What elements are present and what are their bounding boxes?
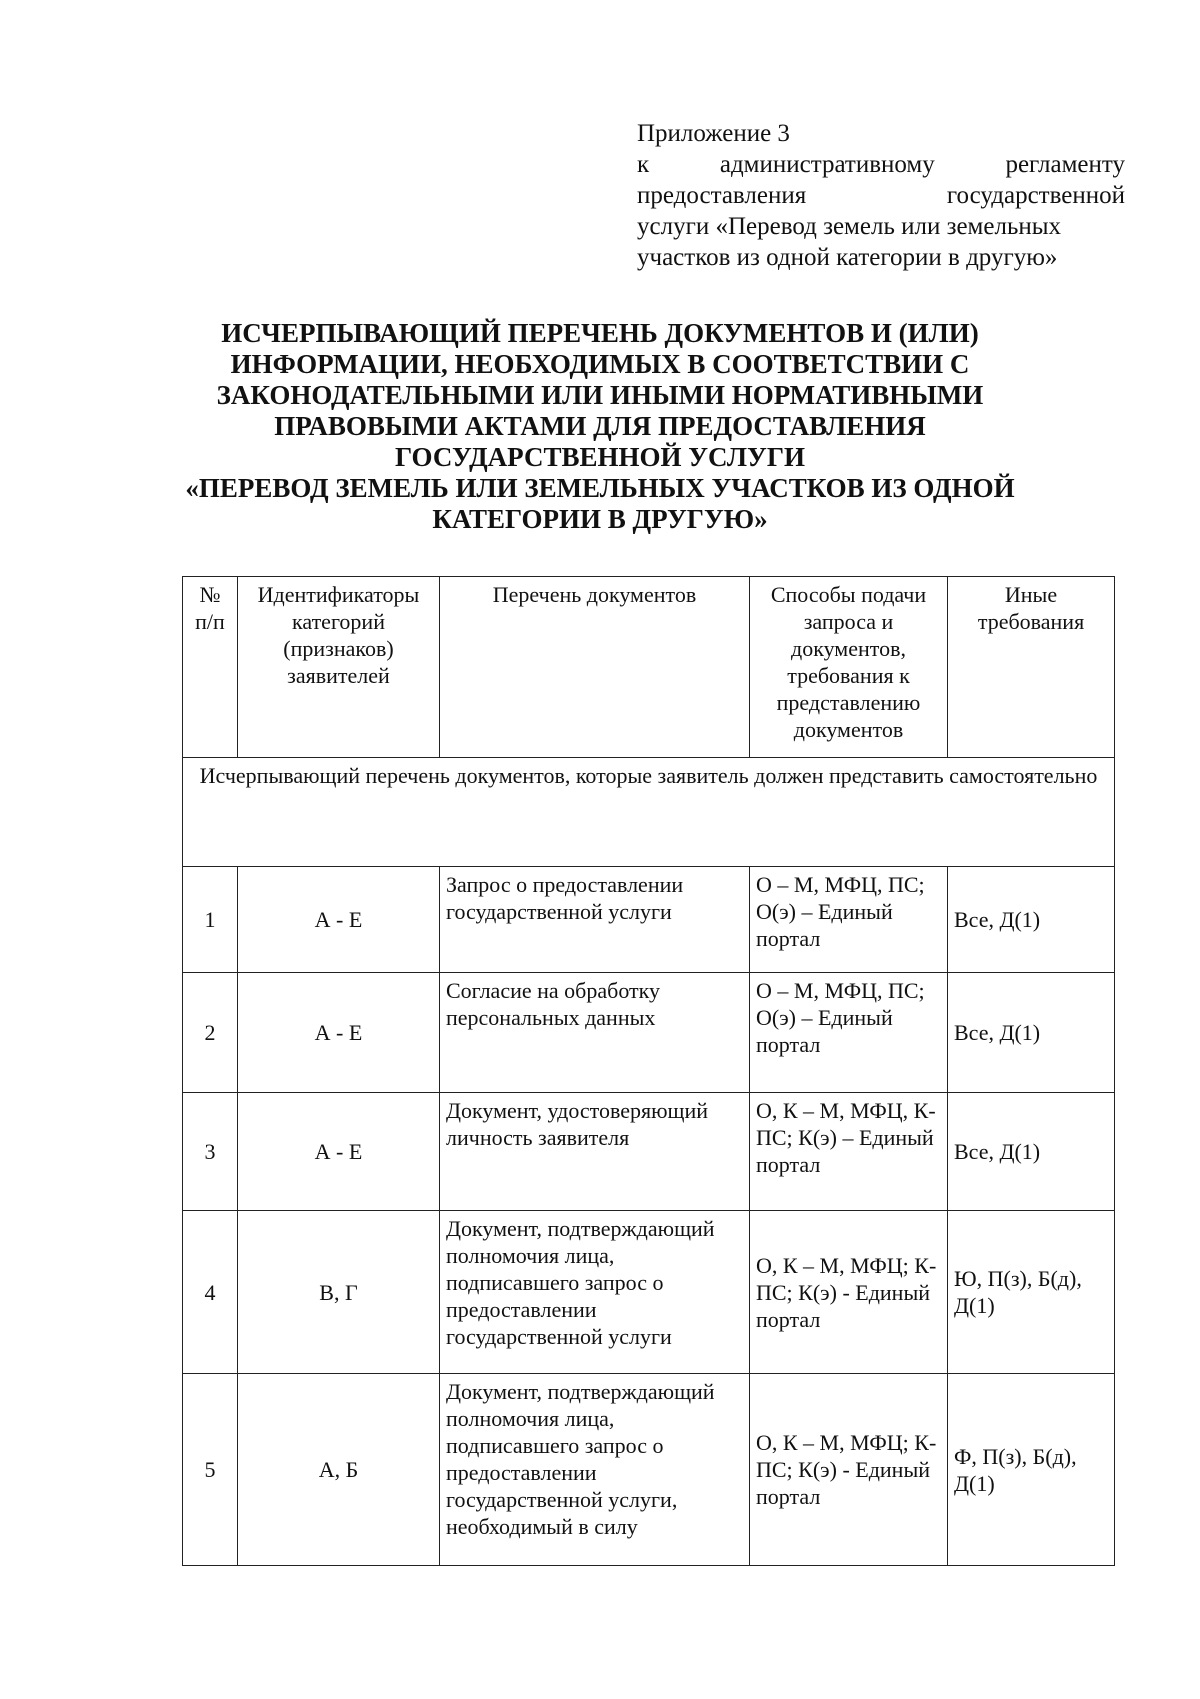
section-row [183,758,1115,867]
table-header-row [183,577,1115,758]
document-heading [160,318,1040,535]
row-category: А, Б [238,1374,440,1566]
header-num: № п/п [183,577,238,758]
row-num: 4 [183,1211,238,1374]
heading-line: ИНФОРМАЦИИ, НЕОБХОДИМЫХ В СООТВЕТСТВИИ С [230,349,970,379]
section-caption: Исчерпывающий перечень документов, которые заявитель должен представить самостоятельно [183,758,1115,867]
heading-line: КАТЕГОРИИ В ДРУГУЮ» [432,504,768,534]
appendix-line-4: участков из одной категории в другую» [637,244,1058,271]
table-row [183,1211,1115,1374]
header-documents: Перечень документов [440,577,750,758]
appendix-title: Приложение 3 [637,120,790,147]
table-row [183,1374,1115,1566]
row-num: 1 [183,867,238,973]
row-other: Все, Д(1) [948,867,1115,973]
appendix-line-1: к административному регламенту [637,151,1125,178]
row-methods: О, К – М, МФЦ; К-ПС; К(э) - Единый портал [750,1374,948,1566]
table-row [183,867,1115,973]
row-methods: О, К – М, МФЦ; К-ПС; К(э) - Единый портал [750,1211,948,1374]
heading-line: ГОСУДАРСТВЕННОЙ УСЛУГИ [395,442,805,472]
row-document: Согласие на обработку персональных данных [440,973,750,1093]
header-methods: Способы подачи запроса и документов, требования к представлению документов [750,577,948,758]
row-category: В, Г [238,1211,440,1374]
row-num: 3 [183,1093,238,1211]
table-row [183,973,1115,1093]
row-other: Все, Д(1) [948,973,1115,1093]
row-num: 2 [183,973,238,1093]
row-document: Документ, подтверждающий полномочия лица, подписавшего запрос о предоставлении государственной услуги [440,1211,750,1374]
row-other: Ф, П(з), Б(д), Д(1) [948,1374,1115,1566]
heading-line: ЗАКОНОДАТЕЛЬНЫМИ ИЛИ ИНЫМИ НОРМАТИВНЫМИ [216,380,984,410]
appendix-block [637,118,1125,273]
row-other: Все, Д(1) [948,1093,1115,1211]
header-category: Идентификаторы категорий (признаков) заявителей [238,577,440,758]
documents-table [182,576,1115,1566]
row-document: Документ, удостоверяющий личность заявителя [440,1093,750,1211]
heading-line: ПРАВОВЫМИ АКТАМИ ДЛЯ ПРЕДОСТАВЛЕНИЯ [274,411,926,441]
row-category: А - Е [238,1093,440,1211]
row-category: А - Е [238,867,440,973]
appendix-line-3: услуги «Перевод земель или земельных [637,213,1062,240]
heading-line: ИСЧЕРПЫВАЮЩИЙ ПЕРЕЧЕНЬ ДОКУМЕНТОВ И (ИЛИ) [221,318,979,348]
row-category: А - Е [238,973,440,1093]
heading-line: «ПЕРЕВОД ЗЕМЕЛЬ ИЛИ ЗЕМЕЛЬНЫХ УЧАСТКОВ ИЗ ОДНОЙ [185,473,1015,503]
row-num: 5 [183,1374,238,1566]
row-other: Ю, П(з), Б(д), Д(1) [948,1211,1115,1374]
row-methods: О – М, МФЦ, ПС; О(э) – Единый портал [750,973,948,1093]
table-row [183,1093,1115,1211]
row-document: Документ, подтверждающий полномочия лица, подписавшего запрос о предоставлении государственной услуги, необходимый в силу [440,1374,750,1566]
row-methods: О – М, МФЦ, ПС; О(э) – Единый портал [750,867,948,973]
row-methods: О, К – М, МФЦ, К-ПС; К(э) – Единый портал [750,1093,948,1211]
appendix-line-2: предоставления государственной [637,182,1125,209]
row-document: Запрос о предоставлении государственной услуги [440,867,750,973]
header-other: Иные требования [948,577,1115,758]
